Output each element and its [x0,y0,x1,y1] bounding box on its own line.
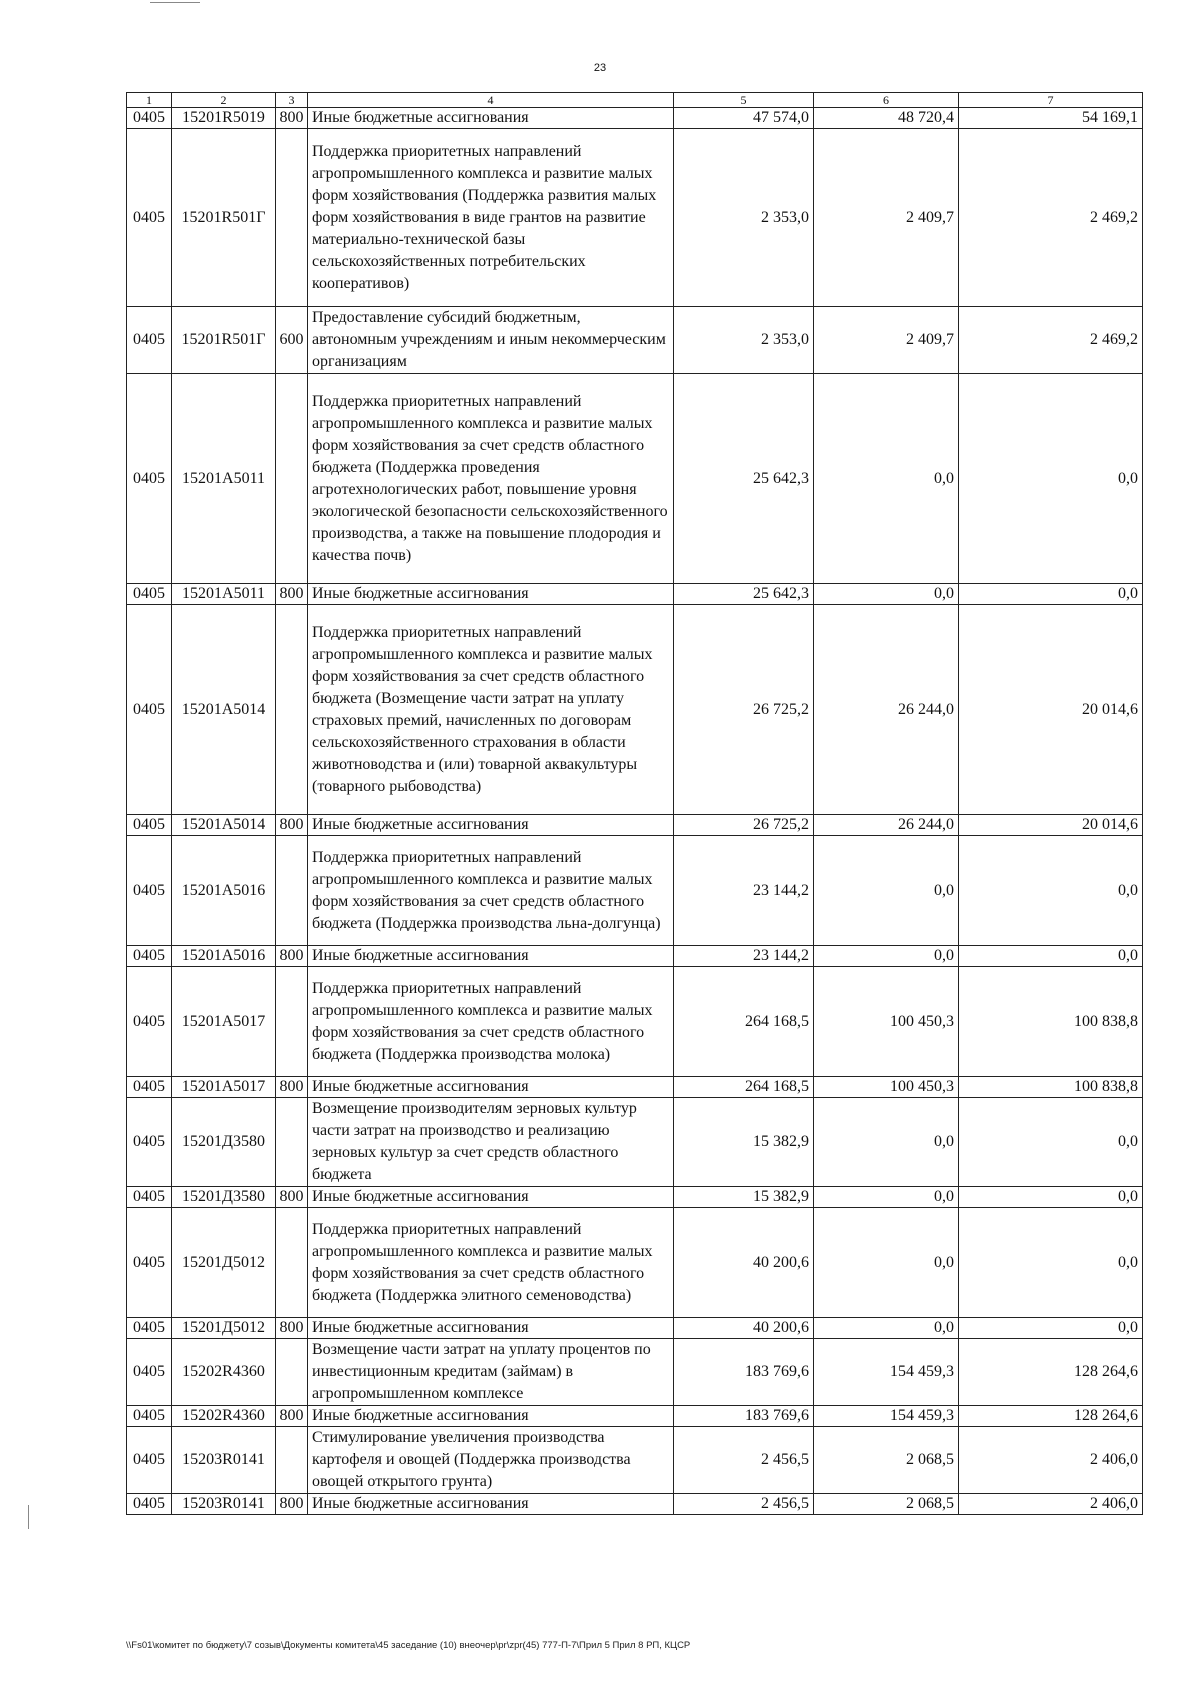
table-row [127,1427,1143,1494]
section-cell: 0405 [127,1406,172,1427]
expense-type-cell: 800 [276,1494,308,1515]
table-row [127,1494,1143,1515]
amount-col6-cell: 0,0 [814,374,959,584]
expense-type-cell [276,1208,308,1318]
target-code-cell: 15201A5017 [172,967,276,1077]
section-cell: 0405 [127,815,172,836]
table-row [127,584,1143,605]
expense-type-cell [276,836,308,946]
expense-type-cell [276,1339,308,1406]
amount-col7-cell: 128 264,6 [959,1339,1143,1406]
table-row [127,129,1143,307]
amount-col7-cell: 2 469,2 [959,307,1143,374]
budget-table [126,92,1143,1515]
amount-col6-cell: 2 068,5 [814,1494,959,1515]
description-cell: Поддержка приоритетных направлений агропромышленного комплекса и развитие малых форм хозяйствования за счет средств областного бюджета (Возмещение части затрат на уплату страховых премий, начисленных по договорам сельскохозяйственного страхования в области животноводства и (или) товарной аквакультуры (товарного рыбоводства) [308,605,674,815]
table-row [127,1339,1143,1406]
description-cell: Поддержка приоритетных направлений агропромышленного комплекса и развитие малых форм хозяйствования за счет средств областного бюджета (Поддержка производства льна-долгунца) [308,836,674,946]
amount-col5-cell: 25 642,3 [674,374,814,584]
amount-col6-cell: 0,0 [814,1208,959,1318]
target-code-cell: 15203R0141 [172,1494,276,1515]
amount-col5-cell: 26 725,2 [674,815,814,836]
description-cell: Поддержка приоритетных направлений агропромышленного комплекса и развитие малых форм хозяйствования за счет средств областного бюджета (Поддержка элитного семеноводства) [308,1208,674,1318]
amount-col7-cell: 54 169,1 [959,108,1143,129]
amount-col5-cell: 264 168,5 [674,967,814,1077]
amount-col6-cell: 2 409,7 [814,129,959,307]
column-number-row [127,93,1143,108]
amount-col7-cell: 0,0 [959,1208,1143,1318]
expense-type-cell: 600 [276,307,308,374]
section-cell: 0405 [127,1187,172,1208]
target-code-cell: 15201R501Г [172,307,276,374]
section-cell: 0405 [127,1318,172,1339]
description-cell: Иные бюджетные ассигнования [308,1187,674,1208]
amount-col5-cell: 47 574,0 [674,108,814,129]
table-row [127,1187,1143,1208]
section-cell: 0405 [127,108,172,129]
amount-col6-cell: 100 450,3 [814,967,959,1077]
description-cell: Иные бюджетные ассигнования [308,584,674,605]
amount-col6-cell: 0,0 [814,1318,959,1339]
target-code-cell: 15201Д3580 [172,1098,276,1187]
target-code-cell: 15201A5017 [172,1077,276,1098]
column-header: 2 [172,93,276,108]
expense-type-cell [276,1098,308,1187]
amount-col6-cell: 2 409,7 [814,307,959,374]
amount-col7-cell: 0,0 [959,1098,1143,1187]
section-cell: 0405 [127,1339,172,1406]
description-cell: Поддержка приоритетных направлений агропромышленного комплекса и развитие малых форм хозяйствования за счет средств областного бюджета (Поддержка производства молока) [308,967,674,1077]
target-code-cell: 15201Д5012 [172,1208,276,1318]
expense-type-cell [276,967,308,1077]
description-cell: Возмещение производителям зерновых культур части затрат на производство и реализацию зерновых культур за счет средств областного бюджета [308,1098,674,1187]
table-row [127,946,1143,967]
target-code-cell: 15201Д3580 [172,1187,276,1208]
target-code-cell: 15202R4360 [172,1406,276,1427]
table-row [127,1318,1143,1339]
description-cell: Иные бюджетные ассигнования [308,946,674,967]
amount-col5-cell: 40 200,6 [674,1208,814,1318]
section-cell: 0405 [127,1427,172,1494]
description-cell: Стимулирование увеличения производства картофеля и овощей (Поддержка производства овощей открытого грунта) [308,1427,674,1494]
amount-col5-cell: 23 144,2 [674,836,814,946]
footer-file-path: \\Fs01\комитет по бюджету\7 созыв\Документы комитета\45 заседание (10) внеочер\pr\zpr(45) 777-П-7\Прил 5 Прил 8 РП, КЦСР [126,1640,691,1651]
amount-col7-cell: 2 406,0 [959,1427,1143,1494]
amount-col5-cell: 2 456,5 [674,1494,814,1515]
scan-artifact-top [150,2,200,3]
description-cell: Поддержка приоритетных направлений агропромышленного комплекса и развитие малых форм хозяйствования за счет средств областного бюджета (Поддержка проведения агротехнологических работ, повышение уровня экологической безопасности сельскохозяйственного производства, а также на повышение плодородия и качества почв) [308,374,674,584]
expense-type-cell [276,605,308,815]
target-code-cell: 15201A5011 [172,374,276,584]
amount-col6-cell: 154 459,3 [814,1339,959,1406]
amount-col7-cell: 100 838,8 [959,967,1143,1077]
amount-col5-cell: 15 382,9 [674,1187,814,1208]
target-code-cell: 15203R0141 [172,1427,276,1494]
amount-col5-cell: 15 382,9 [674,1098,814,1187]
section-cell: 0405 [127,836,172,946]
amount-col6-cell: 0,0 [814,836,959,946]
expense-type-cell [276,129,308,307]
description-cell: Иные бюджетные ассигнования [308,1077,674,1098]
amount-col6-cell: 26 244,0 [814,605,959,815]
amount-col5-cell: 183 769,6 [674,1339,814,1406]
table-row [127,1208,1143,1318]
target-code-cell: 15201A5011 [172,584,276,605]
amount-col5-cell: 2 353,0 [674,307,814,374]
expense-type-cell [276,374,308,584]
table-row [127,374,1143,584]
expense-type-cell: 800 [276,815,308,836]
target-code-cell: 15202R4360 [172,1339,276,1406]
section-cell: 0405 [127,1208,172,1318]
table-row [127,307,1143,374]
amount-col7-cell: 20 014,6 [959,815,1143,836]
section-cell: 0405 [127,1494,172,1515]
amount-col5-cell: 25 642,3 [674,584,814,605]
table-row [127,815,1143,836]
amount-col7-cell: 0,0 [959,584,1143,605]
column-header: 6 [814,93,959,108]
amount-col7-cell: 0,0 [959,1318,1143,1339]
scan-artifact-left [28,1505,29,1529]
target-code-cell: 15201A5016 [172,946,276,967]
amount-col6-cell: 100 450,3 [814,1077,959,1098]
amount-col5-cell: 264 168,5 [674,1077,814,1098]
section-cell: 0405 [127,1077,172,1098]
amount-col6-cell: 0,0 [814,946,959,967]
amount-col6-cell: 0,0 [814,1187,959,1208]
expense-type-cell: 800 [276,584,308,605]
column-header: 3 [276,93,308,108]
expense-type-cell: 800 [276,1318,308,1339]
description-cell: Поддержка приоритетных направлений агропромышленного комплекса и развитие малых форм хозяйствования (Поддержка развития малых форм хозяйствования в виде грантов на развитие материально-технической базы сельскохозяйственных потребительских кооперативов) [308,129,674,307]
expense-type-cell: 800 [276,1077,308,1098]
table-row [127,1406,1143,1427]
column-header: 4 [308,93,674,108]
amount-col5-cell: 23 144,2 [674,946,814,967]
description-cell: Иные бюджетные ассигнования [308,108,674,129]
description-cell: Иные бюджетные ассигнования [308,1494,674,1515]
table-row [127,1098,1143,1187]
table-body [127,93,1143,1515]
amount-col7-cell: 20 014,6 [959,605,1143,815]
amount-col7-cell: 128 264,6 [959,1406,1143,1427]
description-cell: Иные бюджетные ассигнования [308,1318,674,1339]
description-cell: Возмещение части затрат на уплату процентов по инвестиционным кредитам (займам) в агропромышленном комплексе [308,1339,674,1406]
section-cell: 0405 [127,307,172,374]
page-number: 23 [593,62,607,74]
target-code-cell: 15201R5019 [172,108,276,129]
amount-col6-cell: 0,0 [814,584,959,605]
section-cell: 0405 [127,605,172,815]
expense-type-cell [276,1427,308,1494]
table-row [127,605,1143,815]
section-cell: 0405 [127,129,172,307]
section-cell: 0405 [127,584,172,605]
amount-col7-cell: 2 469,2 [959,129,1143,307]
target-code-cell: 15201A5014 [172,605,276,815]
amount-col7-cell: 0,0 [959,1187,1143,1208]
amount-col6-cell: 0,0 [814,1098,959,1187]
table-row [127,108,1143,129]
amount-col6-cell: 26 244,0 [814,815,959,836]
column-header: 5 [674,93,814,108]
amount-col7-cell: 0,0 [959,946,1143,967]
target-code-cell: 15201A5014 [172,815,276,836]
column-header: 1 [127,93,172,108]
expense-type-cell: 800 [276,946,308,967]
table-row [127,836,1143,946]
description-cell: Иные бюджетные ассигнования [308,815,674,836]
target-code-cell: 15201R501Г [172,129,276,307]
amount-col7-cell: 2 406,0 [959,1494,1143,1515]
amount-col5-cell: 2 456,5 [674,1427,814,1494]
expense-type-cell: 800 [276,1406,308,1427]
table-row [127,967,1143,1077]
column-header: 7 [959,93,1143,108]
amount-col5-cell: 40 200,6 [674,1318,814,1339]
amount-col7-cell: 0,0 [959,374,1143,584]
section-cell: 0405 [127,946,172,967]
description-cell: Иные бюджетные ассигнования [308,1406,674,1427]
target-code-cell: 15201Д5012 [172,1318,276,1339]
amount-col5-cell: 2 353,0 [674,129,814,307]
table-row [127,1077,1143,1098]
amount-col6-cell: 48 720,4 [814,108,959,129]
amount-col5-cell: 26 725,2 [674,605,814,815]
target-code-cell: 15201A5016 [172,836,276,946]
section-cell: 0405 [127,967,172,1077]
section-cell: 0405 [127,1098,172,1187]
expense-type-cell: 800 [276,1187,308,1208]
amount-col7-cell: 0,0 [959,836,1143,946]
expense-type-cell: 800 [276,108,308,129]
amount-col6-cell: 2 068,5 [814,1427,959,1494]
amount-col6-cell: 154 459,3 [814,1406,959,1427]
amount-col5-cell: 183 769,6 [674,1406,814,1427]
section-cell: 0405 [127,374,172,584]
amount-col7-cell: 100 838,8 [959,1077,1143,1098]
description-cell: Предоставление субсидий бюджетным, автономным учреждениям и иным некоммерческим организациям [308,307,674,374]
